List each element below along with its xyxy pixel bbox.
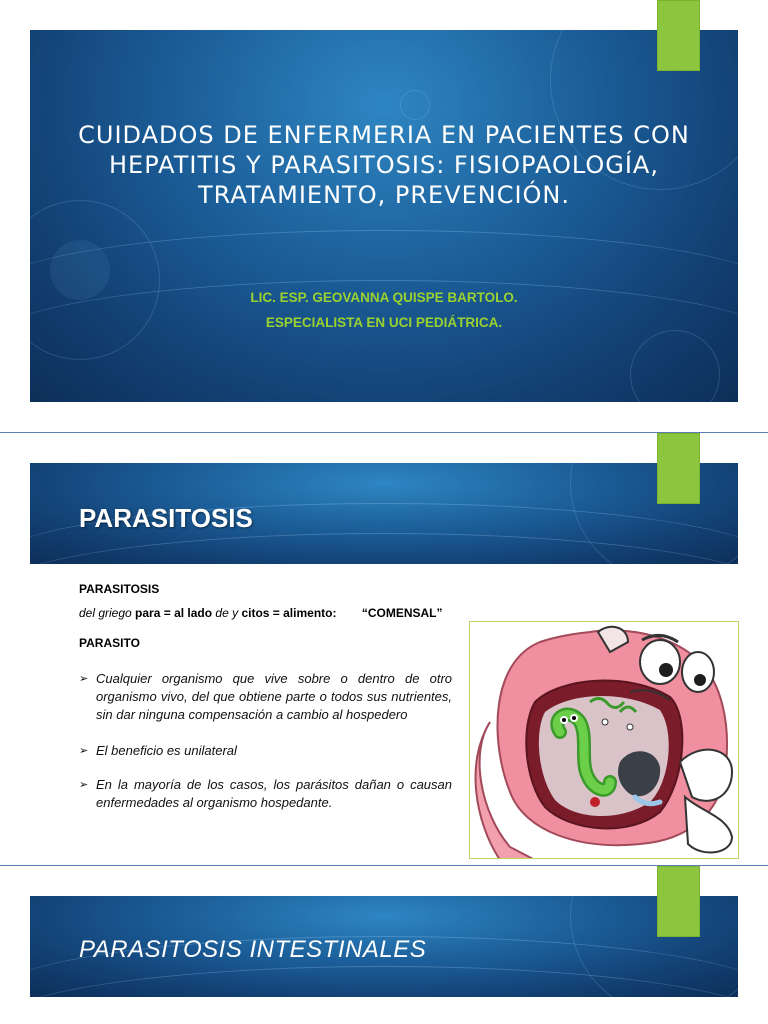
etymology-term: para = al lado [135,606,213,620]
bullet-text: Cualquier organismo que vive sobre o dentro de otro organismo vivo, del que obtiene parte o todos sus nutrientes, sin dar ninguna compensación a cambio al hospedero [96,671,452,722]
accent-tab [657,0,700,71]
author-role: ESPECIALISTA EN UCI PEDIÁTRICA. [265,315,503,330]
accent-tab [657,433,700,504]
title-line: TRATAMIENTO, PREVENCIÓN. [198,181,570,209]
title-line: HEPATITIS Y PARASITOSIS: FISIOPAOLOGÍA, [109,151,659,179]
bullet-text: El beneficio es unilateral [96,743,237,758]
slide-title: PARASITOSIS [79,503,253,533]
etymology-line [79,606,443,620]
bullet-list [79,670,452,830]
accent-tab [657,866,700,937]
list-item [79,670,452,724]
etymology-term: citos = alimento: [241,606,337,620]
slide-title: PARASITOSIS INTESTINALES [79,936,427,963]
section-heading: PARASITOSIS [79,582,160,596]
arrow-bullet-icon: ➢ [79,779,89,791]
arrow-bullet-icon: ➢ [79,673,89,685]
slide-3 [0,866,768,1024]
slide-1 [0,0,768,432]
title-line: CUIDADOS DE ENFERMERIA EN PACIENTES CON [78,121,690,149]
etymology-quote: “COMENSAL” [361,606,443,620]
slide-1-background [30,30,738,402]
etymology-prefix: del griego [79,606,136,620]
author-name: LIC. ESP. GEOVANNA QUISPE BARTOLO. [250,290,518,305]
bullet-text: En la mayoría de los casos, los parásitos dañan o causan enfermedades al organismo hospedante. [96,777,452,810]
arrow-bullet-icon: ➢ [79,745,89,757]
list-item [79,742,452,760]
slide-2 [0,433,768,865]
subheading: PARASITO [79,636,140,650]
list-item [79,776,452,812]
intestine-parasite-illustration [469,621,739,859]
etymology-connector: de y [212,606,242,620]
presentation-title [60,120,708,210]
